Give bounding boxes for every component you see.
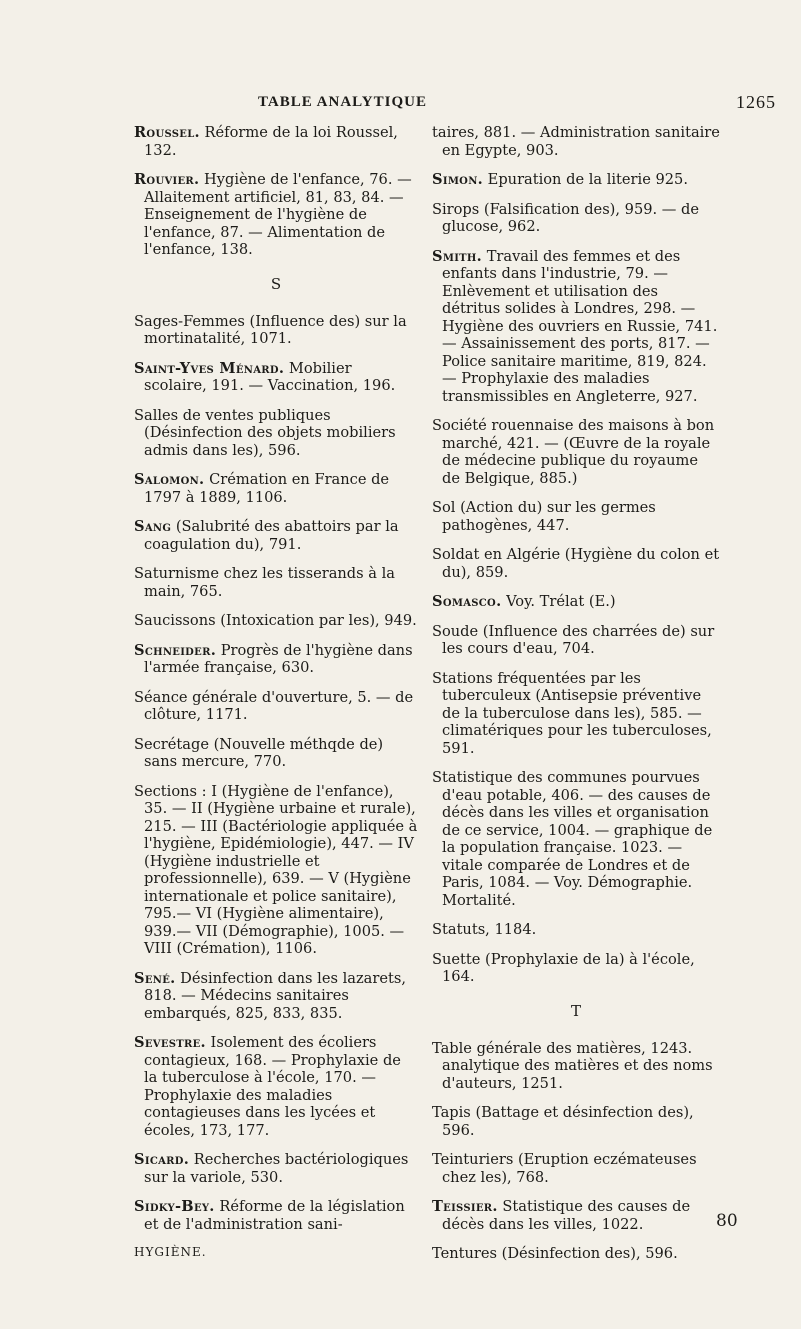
entry-text: Réforme de la loi Roussel, 132. <box>144 124 398 159</box>
signature-mark: HYGIÈNE. <box>134 1245 207 1259</box>
signature-number: 80 <box>716 1211 738 1231</box>
page-number: 1265 <box>736 92 776 112</box>
entry-text: Progrès de l'hygiène dans l'armée française, 630. <box>144 641 413 676</box>
index-entry <box>432 546 720 581</box>
right-column <box>432 124 720 1275</box>
left-column <box>134 124 418 1259</box>
entry-author: Sang <box>134 518 172 535</box>
entry-author: Sidky-Bey. <box>134 1198 215 1215</box>
index-entry <box>432 1104 720 1139</box>
entry-text: Soldat en Algérie (Hygiène du colon et du), 859. <box>432 546 720 581</box>
entry-text: Crémation en France de 1797 à 1889, 1106. <box>144 471 390 506</box>
index-entry <box>134 124 418 159</box>
index-entry <box>432 171 720 189</box>
entry-text: Mobilier scolaire, 191. — Vaccination, 196. <box>144 359 396 394</box>
running-header <box>0 92 801 116</box>
index-entry <box>432 670 720 758</box>
entry-text: Réforme de la législation et de l'administration sani- <box>144 1198 405 1233</box>
index-entry <box>432 769 720 909</box>
index-entry <box>134 171 418 259</box>
entry-text: Désinfection dans les lazarets, 818. — Médecins sanitaires embarqués, 825, 833, 835. <box>144 969 406 1022</box>
index-entry <box>134 471 418 506</box>
index-entry <box>432 1151 720 1186</box>
entry-text: Isolement des écoliers contagieux, 168. — Prophylaxie de la tuberculose à l'école, 170. — Prophylaxie des maladies contagieuses dans les lycées et écoles, 173, 177. <box>144 1034 401 1139</box>
index-entry <box>432 921 720 939</box>
index-entry <box>134 313 418 348</box>
entry-author: Schneider. <box>134 641 217 659</box>
index-entry <box>432 1245 720 1263</box>
index-entry <box>134 565 418 600</box>
entry-text: Statistique des causes de décès dans les villes, 1022. <box>442 1198 691 1233</box>
entry-author: Sevestre. <box>134 1034 206 1051</box>
entry-author: Salomon. <box>134 471 205 488</box>
index-entry <box>134 1151 418 1186</box>
entry-text: Travail des femmes et des enfants dans l'industrie, 79. — Enlèvement et utilisation des détritus solides à Londres, 298. — Hygiène des ouvriers en Russie, 741.— Assainissement des ports, 817. — Police sanitaire maritime, 819, 824.— Prophylaxie des maladies transmissibles en Angleterre, 927. <box>442 247 718 405</box>
entry-text: Voy. Trélat (E.) <box>501 593 616 610</box>
entry-text: Société rouennaise des maisons à bon marché, 421. — (Œuvre de la royale de médecine publique du royaume de Belgique, 885.) <box>432 417 715 487</box>
entry-author: Sené. <box>134 969 176 987</box>
entry-text: Soude (Influence des charrées de) sur les cours d'eau, 704. <box>432 622 715 657</box>
index-entry <box>134 736 418 771</box>
index-entry <box>432 499 720 534</box>
index-entry <box>432 248 720 406</box>
entry-text: Hygiène de l'enfance, 76. — Allaitement artificiel, 81, 83, 84. — Enseignement de l'hygiène de l'enfance, 87. — Alimentation de l'enfance, 138. <box>144 171 412 258</box>
entry-author: Saint-Yves Ménard. <box>134 359 285 377</box>
entry-text: Table générale des matières, 1243. analytique des matières et des noms d'auteurs, 1251. <box>432 1039 713 1092</box>
index-entry <box>134 1034 418 1139</box>
entry-text: Tapis (Battage et désinfection des), 596. <box>432 1104 694 1139</box>
entry-text: Recherches bactériologiques sur la variole, 530. <box>144 1151 409 1186</box>
index-entry <box>134 642 418 677</box>
entry-text: Sections : I (Hygiène de l'enfance), 35. — II (Hygiène urbaine et rurale), 215. — III (Bactériologie appliquée à l'hygiène, Epidémiologie), 447. — IV (Hygiène industrielle et professionnelle), 639. — V (Hygiène internationale et police sanitaire), 795.— VI (Hygiène alimentaire), 939.— VII (Démographie), 1005. — VIII (Crémation), 1106. <box>134 782 418 957</box>
entry-text: Sirops (Falsification des), 959. — de glucose, 962. <box>432 200 699 235</box>
entry-text: Epuration de la literie 925. <box>483 171 688 188</box>
header-title: TABLE ANALYTIQUE <box>258 94 427 110</box>
index-entry <box>432 417 720 487</box>
index-entry <box>432 124 720 159</box>
entry-text: Sages-Femmes (Influence des) sur la mortinatalité, 1071. <box>134 312 407 347</box>
entry-text: Saucissons (Intoxication par les), 949. <box>134 612 417 629</box>
entry-text: (Salubrité des abattoirs par la coagulation du), 791. <box>144 518 399 553</box>
index-entry <box>134 970 418 1023</box>
entry-text: Statistique des communes pourvues d'eau potable, 406. — des causes de décès dans les villes et organisation de ce service, 1004. — graphique de la population française. 1023. — vitale comparée de Londres et de Paris, 1084. — Voy. Démographie. Mortalité. <box>432 769 713 909</box>
index-entry <box>432 201 720 236</box>
entry-author: Smith. <box>432 247 483 265</box>
section-letter: S <box>270 274 282 293</box>
index-entry <box>134 360 418 395</box>
entry-text: Stations fréquentées par les tuberculeux (Antisepsie préventive de la tuberculose dans les), 585. — climatériques pour les tuberculoses, 591. <box>432 669 712 757</box>
entry-text: Sol (Action du) sur les germes pathogènes, 447. <box>432 499 656 534</box>
index-entry <box>432 593 720 611</box>
index-entry <box>432 1198 720 1233</box>
entry-text: Secrétage (Nouvelle méthqde de) sans mercure, 770. <box>134 735 384 770</box>
entry-author: Teissier. <box>432 1198 498 1215</box>
entry-text: Séance générale d'ouverture, 5. — de clôture, 1171. <box>134 688 414 723</box>
section-letter: T <box>570 1001 581 1020</box>
entry-text: taires, 881. — Administration sanitaire en Egypte, 903. <box>432 124 720 159</box>
entry-text: Saturnisme chez les tisserands à la main, 765. <box>134 565 395 600</box>
index-entry <box>432 623 720 658</box>
entry-author: Roussel. <box>134 124 200 141</box>
index-entry <box>432 951 720 986</box>
index-entry <box>134 1198 418 1233</box>
index-entry <box>134 689 418 724</box>
index-entry <box>134 518 418 553</box>
entry-author: Somasco. <box>432 593 502 610</box>
entry-author: Rouvier. <box>134 171 200 188</box>
entry-text: Suette (Prophylaxie de la) à l'école, 164. <box>432 950 695 985</box>
entry-author: Simon. <box>432 171 484 188</box>
entry-text: Statuts, 1184. <box>432 921 537 938</box>
index-entry <box>432 1040 720 1093</box>
index-entry <box>134 612 418 630</box>
entry-text: Tentures (Désinfection des), 596. <box>432 1245 678 1262</box>
index-entry <box>134 407 418 460</box>
entry-text: Salles de ventes publiques (Désinfection des objets mobiliers admis dans les), 596. <box>134 406 396 459</box>
index-entry <box>134 783 418 958</box>
entry-author: Sicard. <box>134 1151 190 1168</box>
entry-text: Teinturiers (Eruption eczémateuses chez les), 768. <box>432 1151 697 1186</box>
